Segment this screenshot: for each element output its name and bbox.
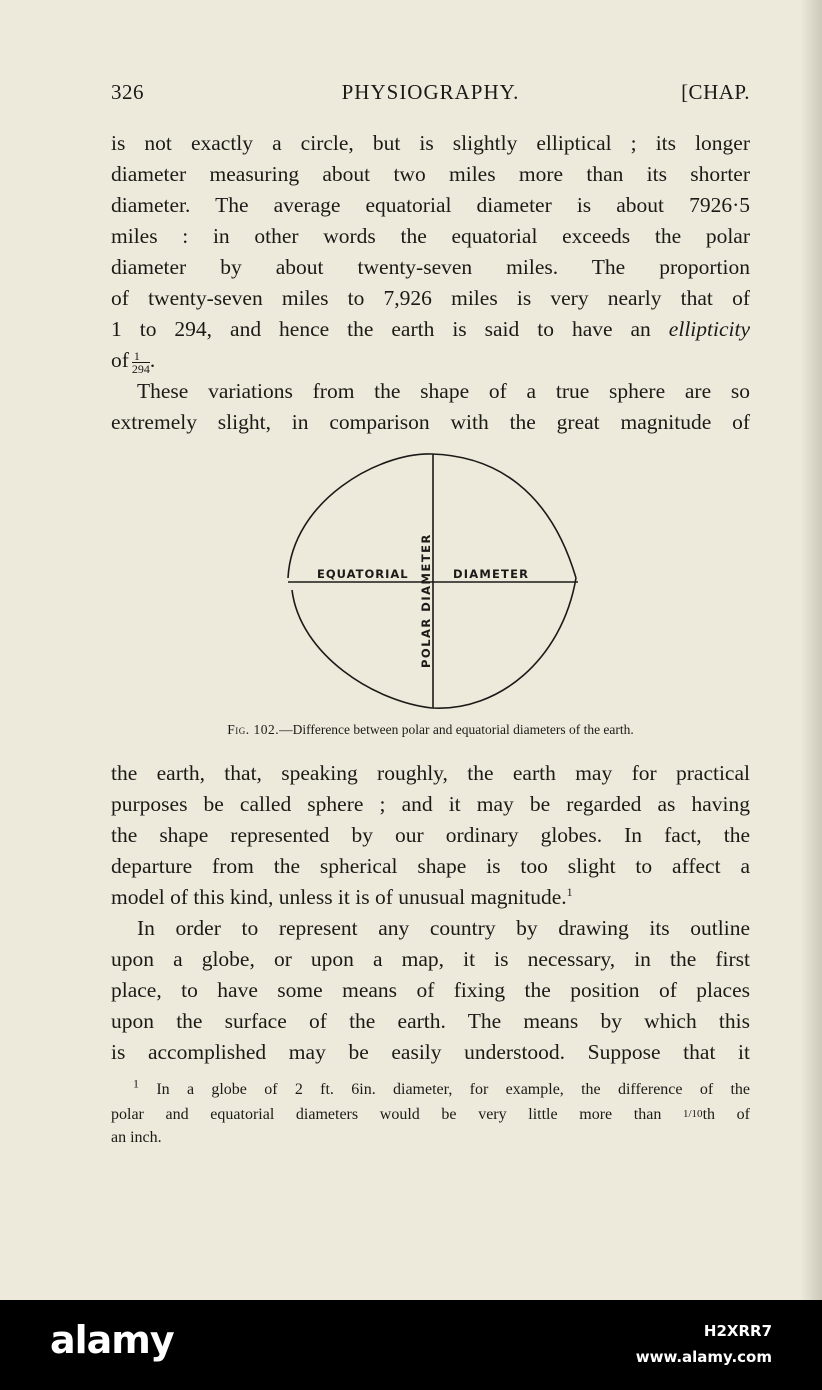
text-line: is accomplished may be easily understood. Suppose that it [111,1040,750,1064]
text-line [111,882,750,913]
fraction-numerator: 1 [132,350,150,363]
footnote-mark: 1 [133,1076,139,1091]
text-line: In order to represent any country by drawing its outline [137,916,750,940]
text-line: These variations from the shape of a true sphere are so [137,379,750,403]
text-line [111,345,750,376]
text-fragment: polar and equatorial diameters would be very little more than [111,1106,683,1123]
chapter-marker: [CHAP. [681,80,750,104]
text-line: upon the surface of the earth. The means by which this [111,1009,750,1033]
footnote-fraction: 1/10 [683,1108,703,1120]
alamy-logo: alamy [50,1318,174,1362]
earth-diameter-figure [280,450,590,718]
text-line: upon a globe, or upon a map, it is necessary, in the first [111,947,750,971]
text-fragment: model of this kind, unless it is of unusual magnitude. [111,885,567,909]
text-line: diameter measuring about two miles more than its shorter [111,162,750,186]
text-fragment: In a globe of 2 ft. 6in. diameter, for example, the difference of the [156,1081,751,1098]
text-line: place, to have some means of fixing the position of places [111,978,750,1002]
text-line: purposes be called sphere ; and it may be regarded as having [111,792,750,816]
italic-term: ellipticity [668,317,750,341]
paragraph [111,758,750,1068]
text-line: of twenty-seven miles to 7,926 miles is very nearly that of [111,286,750,310]
text-line: extremely slight, in comparison with the great magnitude of [111,410,750,434]
caption-text: —Difference between polar and equatorial diameters of the earth. [279,722,634,737]
polar-diameter-label: POLAR DIAMETER [419,533,433,668]
ellipse-lower-arc [292,578,576,708]
text-line [111,314,750,345]
text-line: diameter by about twenty-seven miles. The proportion [111,255,750,279]
fraction-denominator: 294 [131,362,150,376]
footnote [111,1078,750,1150]
text-line: diameter. The average equatorial diameter is about 7926·5 [111,193,750,217]
text-fragment: of [111,348,129,372]
stock-id: H2XRR7 [703,1322,772,1340]
text-line: the earth, that, speaking roughly, the earth may for practical [111,761,750,785]
equatorial-label: EQUATORIAL [317,567,409,581]
footnote-reference: 1 [566,884,573,899]
fraction [132,350,150,375]
footnote-line [111,1102,750,1126]
footnote-line [111,1078,750,1102]
page-number: 326 [111,80,144,104]
diameter-label: DIAMETER [453,567,530,581]
text-line: the shape represented by our ordinary globes. In fact, the [111,823,750,847]
running-head [111,80,750,110]
text-line: miles : in other words the equatorial exceeds the polar [111,224,750,248]
footnote-line: an inch. [111,1129,162,1146]
text-line: is not exactly a circle, but is slightly elliptical ; its longer [111,131,750,155]
stock-url: www.alamy.com [635,1348,772,1366]
figure-caption [111,722,750,738]
paragraph-continued [111,128,750,438]
text-fragment: 1 to 294, and hence the earth is said to have an [111,317,669,341]
figure-number: Fig. 102. [227,722,280,737]
text-fragment: th of [702,1106,750,1123]
text-line: departure from the spherical shape is too slight to affect a [111,854,750,878]
watermark-footer [0,1300,822,1390]
text-fragment: . [149,348,156,372]
running-title: PHYSIOGRAPHY. [341,80,520,104]
